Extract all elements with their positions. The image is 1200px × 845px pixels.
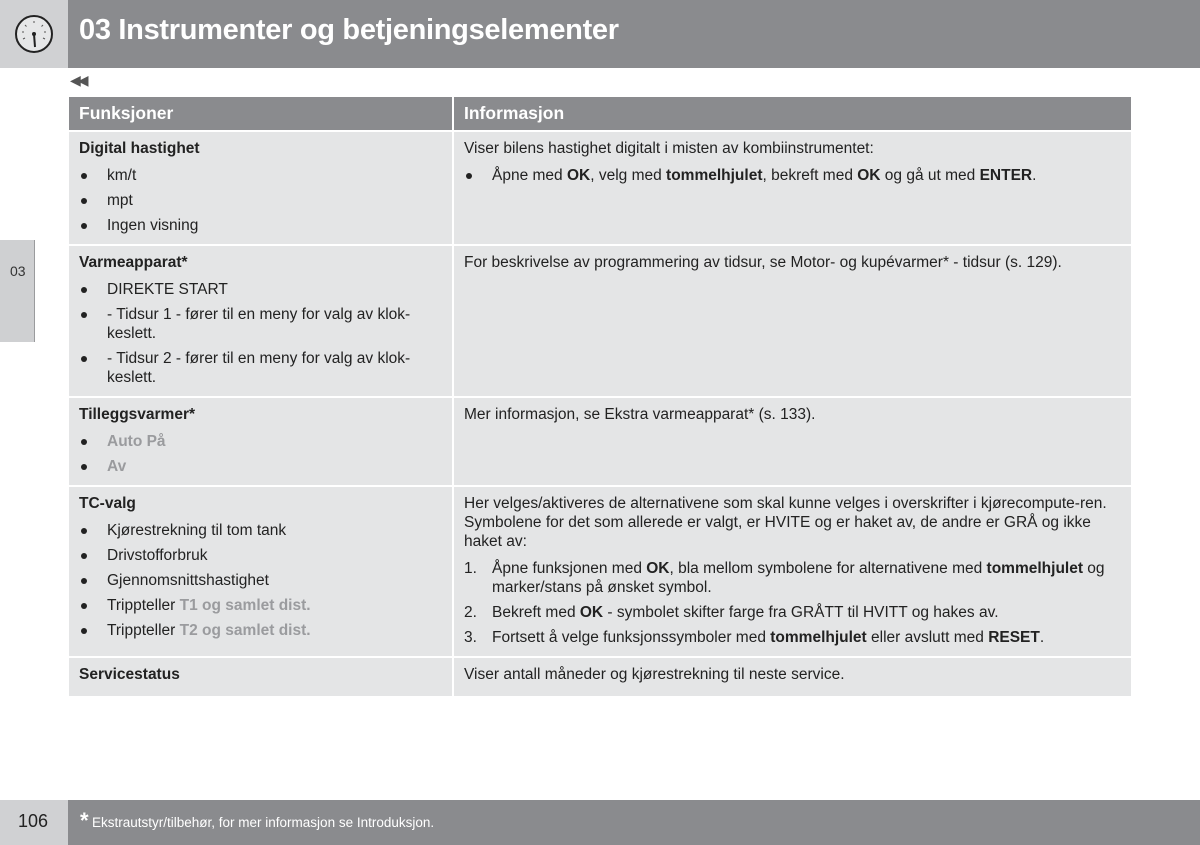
info-cell <box>453 245 1131 397</box>
step-item: 1. Åpne funksjonen med OK, bla mellom symbolene for alternativene med tommelhjulet og marker/stans på ønsket symbol. <box>464 560 1105 596</box>
info-list <box>464 166 1121 185</box>
page-header <box>0 0 1200 68</box>
function-cell <box>69 657 453 696</box>
column-header-information: Informasjon <box>453 97 1131 131</box>
page-footer <box>0 800 1200 845</box>
page-title: 03 Instrumenter og betjeningselementer <box>79 14 619 46</box>
gauge-icon <box>14 14 54 54</box>
table-row <box>69 245 1131 397</box>
list-item: - Tidsur 1 - fører til en meny for valg av klok-keslett. <box>79 305 442 343</box>
option-list <box>79 280 442 387</box>
list-item: km/t <box>79 166 442 185</box>
gauge-icon-box <box>0 0 68 68</box>
list-item: Trippteller T2 og samlet dist. <box>79 621 442 640</box>
functions-table <box>69 97 1131 696</box>
table-row <box>69 131 1131 245</box>
list-item: DIREKTE START <box>79 280 442 299</box>
footnote-bar <box>68 800 1200 845</box>
previous-page-icon[interactable]: ◀◀ <box>70 72 86 88</box>
info-cell <box>453 486 1131 657</box>
list-item: Av <box>79 457 442 476</box>
asterisk-icon: * <box>80 808 89 833</box>
list-item: Gjennomsnittshastighet <box>79 571 442 590</box>
info-cell <box>453 397 1131 486</box>
chapter-tab[interactable] <box>0 240 35 342</box>
list-item: Ingen visning <box>79 216 442 235</box>
row-title: Digital hastighet <box>79 140 200 157</box>
info-text: Her velges/aktiveres de alternativene som skal kunne velges i overskrifter i kjørecompute-ren. Symbolene for det som allerede er valgt, er HVITE og er haket av, de andre er GRÅ og ikke haket av: <box>464 495 1107 550</box>
function-cell <box>69 486 453 657</box>
row-title: Varmeapparat* <box>79 254 188 271</box>
info-text: Mer informasjon, se Ekstra varmeapparat* (s. 133). <box>464 406 816 423</box>
info-text: For beskrivelse av programmering av tidsur, se Motor- og kupévarmer* - tidsur (s. 129). <box>464 254 1062 271</box>
list-item: mpt <box>79 191 442 210</box>
option-list <box>79 432 442 476</box>
chapter-tab-label: 03 <box>10 263 26 279</box>
list-item: Auto På <box>79 432 442 451</box>
info-cell <box>453 131 1131 245</box>
list-item: Trippteller T1 og samlet dist. <box>79 596 442 615</box>
step-list <box>464 559 1121 647</box>
table-row <box>69 397 1131 486</box>
footnote-text: Ekstrautstyr/tilbehør, for mer informasjon se Introduksjon. <box>92 815 435 830</box>
list-item: Åpne med OK, velg med tommelhjulet, bekreft med OK og gå ut med ENTER. <box>464 166 1121 185</box>
list-item: Drivstofforbruk <box>79 546 442 565</box>
row-title: Tilleggsvarmer* <box>79 406 196 423</box>
function-cell <box>69 131 453 245</box>
step-item: 3. Fortsett å velge funksjonssymboler med tommelhjulet eller avslutt med RESET. <box>464 629 1045 646</box>
info-cell <box>453 657 1131 696</box>
option-list <box>79 521 442 640</box>
table-row <box>69 486 1131 657</box>
table-header-row <box>69 97 1131 131</box>
function-cell <box>69 245 453 397</box>
info-text: Viser bilens hastighet digitalt i misten av kombiinstrumentet: <box>464 140 874 157</box>
step-item: 2. Bekreft med OK - symbolet skifter farge fra GRÅTT til HVITT og hakes av. <box>464 604 999 621</box>
list-item: - Tidsur 2 - fører til en meny for valg av klok-keslett. <box>79 349 442 387</box>
info-text: Viser antall måneder og kjørestrekning til neste service. <box>464 666 845 683</box>
list-item: Kjørestrekning til tom tank <box>79 521 442 540</box>
option-list <box>79 166 442 235</box>
column-header-functions: Funksjoner <box>69 97 453 131</box>
table-row <box>69 657 1131 696</box>
page-number-box <box>0 800 68 845</box>
row-title: Servicestatus <box>79 666 180 683</box>
row-title: TC-valg <box>79 495 136 512</box>
page-number: 106 <box>18 811 49 831</box>
function-cell <box>69 397 453 486</box>
